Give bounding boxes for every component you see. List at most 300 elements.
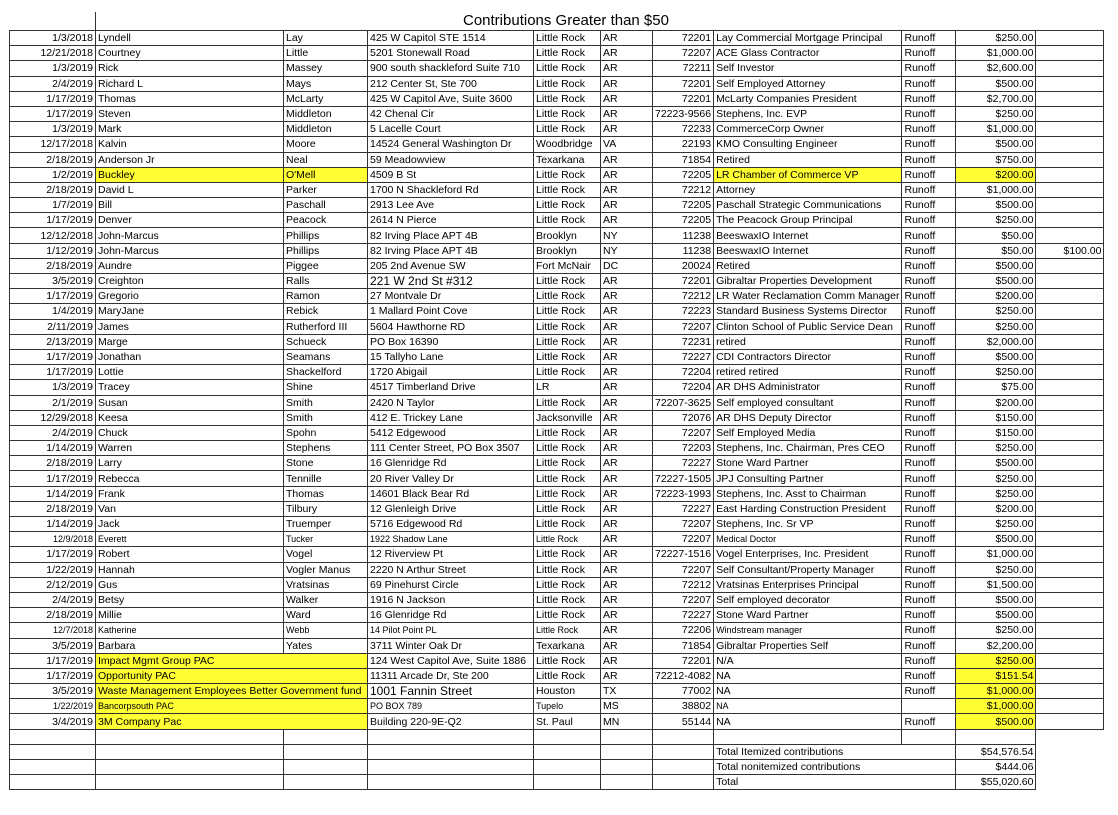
zip-cell: 72207-3625 [653, 395, 714, 410]
address-cell: 2220 N Arthur Street [368, 562, 534, 577]
table-row [10, 623, 1104, 638]
occupation-cell: East Harding Construction President [714, 501, 902, 516]
occupation-cell: Stephens, Inc. Sr VP [714, 517, 902, 532]
date-cell: 2/18/2019 [10, 258, 96, 273]
city-cell: Texarkana [534, 638, 601, 653]
extra-cell [1036, 653, 1104, 668]
state-cell: AR [601, 456, 653, 471]
state-cell: AR [601, 106, 653, 121]
first-name-cell: Bancorpsouth PAC [96, 699, 368, 714]
total-nonitemized-label: Total nonitemized contributions [714, 760, 956, 775]
city-cell: Little Rock [534, 76, 601, 91]
title-row [10, 12, 1104, 31]
table-row [10, 395, 1104, 410]
address-cell: 15 Tallyho Lane [368, 349, 534, 364]
state-cell: AR [601, 441, 653, 456]
amount-cell: $50.00 [956, 243, 1036, 258]
last-name-cell: Phillips [284, 228, 368, 243]
blank-row [10, 729, 1104, 744]
empty-cell [368, 729, 534, 744]
city-cell: Little Rock [534, 122, 601, 137]
state-cell: AR [601, 167, 653, 182]
zip-cell: 72207 [653, 592, 714, 607]
last-name-cell: Tennille [284, 471, 368, 486]
address-cell: 12 Riverview Pt [368, 547, 534, 562]
amount-cell: $75.00 [956, 380, 1036, 395]
date-cell: 1/4/2019 [10, 304, 96, 319]
zip-cell: 72201 [653, 76, 714, 91]
amount-cell: $1,000.00 [956, 684, 1036, 699]
date-cell: 1/17/2019 [10, 213, 96, 228]
table-row [10, 76, 1104, 91]
city-cell: Little Rock [534, 577, 601, 592]
election-cell: Runoff [902, 137, 956, 152]
table-row [10, 365, 1104, 380]
date-cell: 1/17/2019 [10, 91, 96, 106]
last-name-cell: Stone [284, 456, 368, 471]
date-cell: 2/18/2019 [10, 182, 96, 197]
state-cell: AR [601, 46, 653, 61]
occupation-cell: LR Chamber of Commerce VP [714, 167, 902, 182]
amount-cell: $500.00 [956, 274, 1036, 289]
first-name-cell: Creighton [96, 274, 284, 289]
city-cell: Little Rock [534, 562, 601, 577]
extra-cell [1036, 319, 1104, 334]
election-cell: Runoff [902, 334, 956, 349]
election-cell: Runoff [902, 638, 956, 653]
extra-cell [1036, 638, 1104, 653]
address-cell: 1720 Abigail [368, 365, 534, 380]
extra-cell [1036, 304, 1104, 319]
last-name-cell: Smith [284, 410, 368, 425]
table-row [10, 486, 1104, 501]
election-cell: Runoff [902, 486, 956, 501]
city-cell: Little Rock [534, 395, 601, 410]
first-name-cell: Everett [96, 532, 284, 547]
amount-cell: $1,000.00 [956, 547, 1036, 562]
city-cell: Fort McNair [534, 258, 601, 273]
amount-cell: $250.00 [956, 31, 1036, 46]
zip-cell: 72227 [653, 349, 714, 364]
state-cell: AR [601, 198, 653, 213]
extra-cell [1036, 714, 1104, 729]
last-name-cell: Ralls [284, 274, 368, 289]
last-name-cell: Rutherford III [284, 319, 368, 334]
empty-cell [653, 760, 714, 775]
occupation-cell: Medical Doctor [714, 532, 902, 547]
occupation-cell: Self Consultant/Property Manager [714, 562, 902, 577]
amount-cell: $1,500.00 [956, 577, 1036, 592]
election-cell: Runoff [902, 608, 956, 623]
state-cell: AR [601, 608, 653, 623]
title-spacer [10, 12, 96, 31]
extra-cell [1036, 91, 1104, 106]
amount-cell: $2,600.00 [956, 61, 1036, 76]
address-cell: 16 Glenridge Rd [368, 456, 534, 471]
date-cell: 1/2/2019 [10, 167, 96, 182]
city-cell: Houston [534, 684, 601, 699]
last-name-cell: Yates [284, 638, 368, 653]
table-row [10, 532, 1104, 547]
state-cell: AR [601, 410, 653, 425]
amount-cell: $250.00 [956, 304, 1036, 319]
amount-cell: $500.00 [956, 714, 1036, 729]
zip-cell: 72212-4082 [653, 668, 714, 683]
occupation-cell: NA [714, 714, 902, 729]
table-row [10, 334, 1104, 349]
table-row [10, 380, 1104, 395]
date-cell: 3/5/2019 [10, 638, 96, 653]
extra-cell [1036, 46, 1104, 61]
zip-cell: 72076 [653, 410, 714, 425]
zip-cell: 72201 [653, 31, 714, 46]
occupation-cell: retired retired [714, 365, 902, 380]
table-row [10, 137, 1104, 152]
date-cell: 3/4/2019 [10, 714, 96, 729]
extra-cell [1036, 517, 1104, 532]
amount-cell: $500.00 [956, 608, 1036, 623]
election-cell: Runoff [902, 228, 956, 243]
occupation-cell: Stephens, Inc. Asst to Chairman [714, 486, 902, 501]
amount-cell: $200.00 [956, 501, 1036, 516]
empty-cell [601, 760, 653, 775]
amount-cell: $1,000.00 [956, 46, 1036, 61]
occupation-cell: Stephens, Inc. EVP [714, 106, 902, 121]
last-name-cell: Mays [284, 76, 368, 91]
table-row [10, 441, 1104, 456]
occupation-cell: Gibraltar Properties Self [714, 638, 902, 653]
city-cell: Jacksonville [534, 410, 601, 425]
election-cell: Runoff [902, 592, 956, 607]
election-cell: Runoff [902, 304, 956, 319]
occupation-cell: Self employed decorator [714, 592, 902, 607]
date-cell: 1/17/2019 [10, 106, 96, 121]
address-cell: 1700 N Shackleford Rd [368, 182, 534, 197]
amount-cell: $750.00 [956, 152, 1036, 167]
address-cell: 5716 Edgewood Rd [368, 517, 534, 532]
occupation-cell: LR Water Reclamation Comm Manager [714, 289, 902, 304]
state-cell: AR [601, 547, 653, 562]
date-cell: 1/12/2019 [10, 243, 96, 258]
extra-cell [1036, 213, 1104, 228]
first-name-cell: Aundre [96, 258, 284, 273]
state-cell: AR [601, 349, 653, 364]
date-cell: 12/29/2018 [10, 410, 96, 425]
extra-cell [1036, 274, 1104, 289]
empty-cell [714, 729, 902, 744]
first-name-cell: Buckley [96, 167, 284, 182]
title-spacer-right [1036, 12, 1104, 31]
date-cell: 1/17/2019 [10, 668, 96, 683]
occupation-cell: Stephens, Inc. Chairman, Pres CEO [714, 441, 902, 456]
address-cell: 27 Montvale Dr [368, 289, 534, 304]
last-name-cell: Stephens [284, 441, 368, 456]
date-cell: 2/12/2019 [10, 577, 96, 592]
address-cell: 14 Pilot Point PL [368, 623, 534, 638]
city-cell: Little Rock [534, 441, 601, 456]
last-name-cell: Piggee [284, 258, 368, 273]
last-name-cell: Peacock [284, 213, 368, 228]
city-cell: Brooklyn [534, 228, 601, 243]
last-name-cell: Smith [284, 395, 368, 410]
date-cell: 2/18/2019 [10, 501, 96, 516]
state-cell: AR [601, 668, 653, 683]
zip-cell: 72201 [653, 91, 714, 106]
first-name-cell: Rick [96, 61, 284, 76]
table-row [10, 471, 1104, 486]
occupation-cell: JPJ Consulting Partner [714, 471, 902, 486]
amount-cell: $200.00 [956, 395, 1036, 410]
last-name-cell: Lay [284, 31, 368, 46]
last-name-cell: Schueck [284, 334, 368, 349]
zip-cell: 72203 [653, 441, 714, 456]
table-row [10, 668, 1104, 683]
address-cell: 14524 General Washington Dr [368, 137, 534, 152]
last-name-cell: Ward [284, 608, 368, 623]
total-itemized-label: Total Itemized contributions [714, 744, 956, 759]
date-cell: 1/14/2019 [10, 441, 96, 456]
zip-cell: 72227-1516 [653, 547, 714, 562]
grand-total-value: $55,020.60 [956, 775, 1036, 790]
address-cell: 124 West Capitol Ave, Suite 1886 [368, 653, 534, 668]
state-cell: MN [601, 714, 653, 729]
first-name-cell: Betsy [96, 592, 284, 607]
date-cell: 2/18/2019 [10, 608, 96, 623]
occupation-cell: BeeswaxIO Internet [714, 228, 902, 243]
election-cell: Runoff [902, 623, 956, 638]
date-cell: 1/3/2019 [10, 122, 96, 137]
city-cell: Tupelo [534, 699, 601, 714]
address-cell: PO Box 16390 [368, 334, 534, 349]
state-cell: AR [601, 182, 653, 197]
extra-cell [1036, 592, 1104, 607]
last-name-cell: Vogler Manus [284, 562, 368, 577]
state-cell: TX [601, 684, 653, 699]
zip-cell: 72227 [653, 456, 714, 471]
last-name-cell: Webb [284, 623, 368, 638]
occupation-cell: Paschall Strategic Communications [714, 198, 902, 213]
empty-cell [10, 760, 96, 775]
table-row [10, 182, 1104, 197]
occupation-cell: NA [714, 684, 902, 699]
amount-cell: $200.00 [956, 167, 1036, 182]
address-cell: 69 Pinehurst Circle [368, 577, 534, 592]
occupation-cell: AR DHS Administrator [714, 380, 902, 395]
empty-cell [368, 744, 534, 759]
state-cell: AR [601, 638, 653, 653]
city-cell: Little Rock [534, 91, 601, 106]
election-cell: Runoff [902, 653, 956, 668]
city-cell: Little Rock [534, 46, 601, 61]
address-cell: PO BOX 789 [368, 699, 534, 714]
table-row [10, 349, 1104, 364]
zip-cell: 71854 [653, 638, 714, 653]
zip-cell: 72223-1993 [653, 486, 714, 501]
election-cell: Runoff [902, 274, 956, 289]
state-cell: AR [601, 471, 653, 486]
date-cell: 2/4/2019 [10, 592, 96, 607]
occupation-cell: Gibraltar Properties Development [714, 274, 902, 289]
first-name-cell: Denver [96, 213, 284, 228]
address-cell: 221 W 2nd St #312 [368, 274, 534, 289]
first-name-cell: Anderson Jr [96, 152, 284, 167]
extra-cell [1036, 684, 1104, 699]
amount-cell: $500.00 [956, 456, 1036, 471]
extra-cell [1036, 410, 1104, 425]
extra-cell [1036, 349, 1104, 364]
first-name-cell: Keesa [96, 410, 284, 425]
occupation-cell: Retired [714, 152, 902, 167]
city-cell: Little Rock [534, 623, 601, 638]
city-cell: Little Rock [534, 213, 601, 228]
total-nonitemized-value: $444.06 [956, 760, 1036, 775]
address-cell: 1922 Shadow Lane [368, 532, 534, 547]
city-cell: Little Rock [534, 319, 601, 334]
table-row [10, 562, 1104, 577]
election-cell: Runoff [902, 76, 956, 91]
table-row [10, 213, 1104, 228]
table-row [10, 608, 1104, 623]
election-cell: Runoff [902, 213, 956, 228]
occupation-cell: Windstream manager [714, 623, 902, 638]
first-name-cell: Barbara [96, 638, 284, 653]
date-cell: 1/17/2019 [10, 349, 96, 364]
occupation-cell: Stone Ward Partner [714, 608, 902, 623]
first-name-cell: Millie [96, 608, 284, 623]
state-cell: NY [601, 243, 653, 258]
occupation-cell: CDI Contractors Director [714, 349, 902, 364]
state-cell: AR [601, 395, 653, 410]
date-cell: 2/11/2019 [10, 319, 96, 334]
date-cell: 2/1/2019 [10, 395, 96, 410]
zip-cell: 72207 [653, 562, 714, 577]
city-cell: Woodbridge [534, 137, 601, 152]
state-cell: AR [601, 653, 653, 668]
table-row [10, 684, 1104, 699]
extra-cell [1036, 334, 1104, 349]
first-name-cell: John-Marcus [96, 243, 284, 258]
address-cell: 5201 Stonewall Road [368, 46, 534, 61]
state-cell: AR [601, 289, 653, 304]
table-row [10, 106, 1104, 121]
zip-cell: 20024 [653, 258, 714, 273]
city-cell: Little Rock [534, 182, 601, 197]
extra-cell [1036, 441, 1104, 456]
address-cell: 3711 Winter Oak Dr [368, 638, 534, 653]
amount-cell: $500.00 [956, 532, 1036, 547]
extra-cell [1036, 425, 1104, 440]
total-itemized-row [10, 744, 1104, 759]
first-name-cell: Lyndell [96, 31, 284, 46]
city-cell: Little Rock [534, 365, 601, 380]
first-name-cell: Courtney [96, 46, 284, 61]
first-name-cell: Hannah [96, 562, 284, 577]
amount-cell: $500.00 [956, 258, 1036, 273]
last-name-cell: Walker [284, 592, 368, 607]
election-cell: Runoff [902, 501, 956, 516]
last-name-cell: Spohn [284, 425, 368, 440]
occupation-cell: Vogel Enterprises, Inc. President [714, 547, 902, 562]
extra-cell [1036, 365, 1104, 380]
occupation-cell: CommerceCorp Owner [714, 122, 902, 137]
extra-cell [1036, 258, 1104, 273]
zip-cell: 72231 [653, 334, 714, 349]
empty-cell [368, 760, 534, 775]
amount-cell: $151.54 [956, 668, 1036, 683]
empty-cell [1036, 744, 1104, 759]
extra-cell [1036, 61, 1104, 76]
election-cell: Runoff [902, 106, 956, 121]
empty-cell [653, 775, 714, 790]
occupation-cell: Clinton School of Public Service Dean [714, 319, 902, 334]
amount-cell: $500.00 [956, 198, 1036, 213]
city-cell: Little Rock [534, 106, 601, 121]
date-cell: 1/17/2019 [10, 471, 96, 486]
city-cell: Little Rock [534, 608, 601, 623]
extra-cell [1036, 106, 1104, 121]
election-cell: Runoff [902, 532, 956, 547]
date-cell: 1/22/2019 [10, 562, 96, 577]
empty-cell [284, 729, 368, 744]
table-row [10, 714, 1104, 729]
address-cell: 5412 Edgewood [368, 425, 534, 440]
zip-cell: 72212 [653, 289, 714, 304]
zip-cell: 72233 [653, 122, 714, 137]
date-cell: 12/9/2018 [10, 532, 96, 547]
extra-cell [1036, 380, 1104, 395]
amount-cell: $2,000.00 [956, 334, 1036, 349]
amount-cell: $150.00 [956, 410, 1036, 425]
first-name-cell: Thomas [96, 91, 284, 106]
occupation-cell: ACE Glass Contractor [714, 46, 902, 61]
last-name-cell: Little [284, 46, 368, 61]
address-cell: 4509 B St [368, 167, 534, 182]
address-cell: 2614 N Pierce [368, 213, 534, 228]
empty-cell [10, 775, 96, 790]
state-cell: AR [601, 152, 653, 167]
amount-cell: $2,200.00 [956, 638, 1036, 653]
amount-cell: $250.00 [956, 471, 1036, 486]
election-cell [902, 699, 956, 714]
occupation-cell: retired [714, 334, 902, 349]
empty-cell [96, 760, 284, 775]
election-cell: Runoff [902, 425, 956, 440]
zip-cell: 72212 [653, 182, 714, 197]
table-row [10, 577, 1104, 592]
last-name-cell: Neal [284, 152, 368, 167]
election-cell: Runoff [902, 365, 956, 380]
election-cell: Runoff [902, 441, 956, 456]
city-cell: Little Rock [534, 274, 601, 289]
empty-cell [10, 729, 96, 744]
extra-cell [1036, 623, 1104, 638]
occupation-cell: KMO Consulting Engineer [714, 137, 902, 152]
state-cell: AR [601, 91, 653, 106]
state-cell: AR [601, 501, 653, 516]
empty-cell [96, 729, 284, 744]
first-name-cell: Robert [96, 547, 284, 562]
address-cell: 1001 Fannin Street [368, 684, 534, 699]
empty-cell [284, 744, 368, 759]
zip-cell: 72206 [653, 623, 714, 638]
city-cell: Little Rock [534, 456, 601, 471]
election-cell: Runoff [902, 395, 956, 410]
election-cell: Runoff [902, 122, 956, 137]
date-cell: 2/18/2019 [10, 152, 96, 167]
city-cell: Little Rock [534, 167, 601, 182]
amount-cell: $250.00 [956, 653, 1036, 668]
last-name-cell: Middleton [284, 122, 368, 137]
